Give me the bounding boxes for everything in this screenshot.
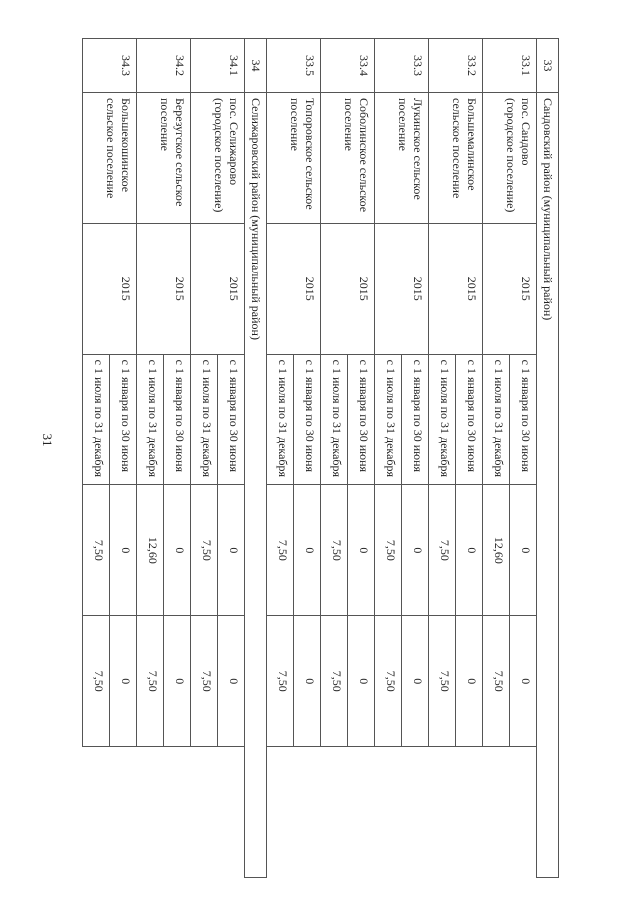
value-a-second-half: 12,60 xyxy=(137,485,164,616)
period-second-half: с 1 июля по 31 декабря xyxy=(429,354,456,485)
settlement-number: 34.1 xyxy=(191,39,245,93)
period-second-half: с 1 июля по 31 декабря xyxy=(321,354,348,485)
period-first-half: с 1 января по 30 июня xyxy=(348,354,375,485)
value-a-second-half: 7,50 xyxy=(83,485,110,616)
period-first-half: с 1 января по 30 июня xyxy=(510,354,537,485)
settlement-name: пос. Сандово (городское поселение) xyxy=(483,93,537,224)
value-b-second-half: 7,50 xyxy=(267,616,294,747)
year-cell: 2015 xyxy=(321,223,375,354)
value-a-second-half: 7,50 xyxy=(375,485,402,616)
settlement-name: Соболинское сельское поселение xyxy=(321,93,375,224)
value-b-second-half: 7,50 xyxy=(321,616,348,747)
value-a-first-half: 0 xyxy=(164,485,191,616)
settlement-number: 33.1 xyxy=(483,39,537,93)
settlement-name: Большемалинское сельское поселение xyxy=(429,93,483,224)
value-b-first-half: 0 xyxy=(218,616,245,747)
settlement-name: Лукинское сельское поселение xyxy=(375,93,429,224)
settlement-name: Березугское сельское поселение xyxy=(137,93,191,224)
value-a-first-half: 0 xyxy=(110,485,137,616)
value-b-first-half: 0 xyxy=(294,616,321,747)
period-second-half: с 1 июля по 31 декабря xyxy=(375,354,402,485)
table-row xyxy=(110,39,137,878)
period-second-half: с 1 июля по 31 декабря xyxy=(137,354,164,485)
value-b-second-half: 7,50 xyxy=(429,616,456,747)
page-number: 31 xyxy=(40,433,55,447)
district-title: Сандовский район (муниципальный район) xyxy=(537,93,559,878)
year-cell: 2015 xyxy=(267,223,321,354)
settlement-number: 33.2 xyxy=(429,39,483,93)
settlement-number: 33.3 xyxy=(375,39,429,93)
settlement-number: 34.3 xyxy=(83,39,137,93)
table-row xyxy=(510,39,537,878)
period-second-half: с 1 июля по 31 декабря xyxy=(483,354,510,485)
value-a-first-half: 0 xyxy=(510,485,537,616)
year-cell: 2015 xyxy=(191,223,245,354)
period-first-half: с 1 января по 30 июня xyxy=(294,354,321,485)
year-cell: 2015 xyxy=(429,223,483,354)
settlement-name: Большекошинское сельское поселение xyxy=(83,93,137,224)
period-second-half: с 1 июля по 31 декабря xyxy=(191,354,218,485)
value-a-second-half: 7,50 xyxy=(429,485,456,616)
table-row xyxy=(294,39,321,878)
table-row xyxy=(402,39,429,878)
year-cell: 2015 xyxy=(83,223,137,354)
value-a-first-half: 0 xyxy=(294,485,321,616)
tariff-table xyxy=(82,38,559,878)
district-title: Селижаровский район (муниципальный район) xyxy=(245,93,267,878)
value-b-first-half: 0 xyxy=(348,616,375,747)
settlement-name: пос. Селижарово (городское поселение) xyxy=(191,93,245,224)
district-header-row xyxy=(537,39,559,878)
value-a-second-half: 12,60 xyxy=(483,485,510,616)
table-row xyxy=(348,39,375,878)
period-first-half: с 1 января по 30 июня xyxy=(164,354,191,485)
value-b-second-half: 7,50 xyxy=(137,616,164,747)
table-row xyxy=(218,39,245,878)
district-number: 33 xyxy=(537,39,559,93)
period-first-half: с 1 января по 30 июня xyxy=(218,354,245,485)
period-second-half: с 1 июля по 31 декабря xyxy=(267,354,294,485)
district-header-row xyxy=(245,39,267,878)
value-a-first-half: 0 xyxy=(348,485,375,616)
rotated-table-container xyxy=(60,38,559,878)
value-a-first-half: 0 xyxy=(402,485,429,616)
value-b-first-half: 0 xyxy=(164,616,191,747)
value-b-first-half: 0 xyxy=(110,616,137,747)
year-cell: 2015 xyxy=(137,223,191,354)
value-a-second-half: 7,50 xyxy=(321,485,348,616)
value-b-second-half: 7,50 xyxy=(375,616,402,747)
value-b-first-half: 0 xyxy=(510,616,537,747)
value-a-first-half: 0 xyxy=(218,485,245,616)
settlement-number: 33.4 xyxy=(321,39,375,93)
value-b-first-half: 0 xyxy=(456,616,483,747)
settlement-name: Топоровское сельское поселение xyxy=(267,93,321,224)
year-cell: 2015 xyxy=(483,223,537,354)
year-cell: 2015 xyxy=(375,223,429,354)
district-number: 34 xyxy=(245,39,267,93)
settlement-number: 33.5 xyxy=(267,39,321,93)
table-row xyxy=(456,39,483,878)
value-b-first-half: 0 xyxy=(402,616,429,747)
period-first-half: с 1 января по 30 июня xyxy=(402,354,429,485)
period-second-half: с 1 июля по 31 декабря xyxy=(83,354,110,485)
value-b-second-half: 7,50 xyxy=(191,616,218,747)
value-a-second-half: 7,50 xyxy=(267,485,294,616)
period-first-half: с 1 января по 30 июня xyxy=(456,354,483,485)
value-b-second-half: 7,50 xyxy=(83,616,110,747)
value-a-first-half: 0 xyxy=(456,485,483,616)
period-first-half: с 1 января по 30 июня xyxy=(110,354,137,485)
table-row xyxy=(164,39,191,878)
value-a-second-half: 7,50 xyxy=(191,485,218,616)
settlement-number: 34.2 xyxy=(137,39,191,93)
value-b-second-half: 7,50 xyxy=(483,616,510,747)
